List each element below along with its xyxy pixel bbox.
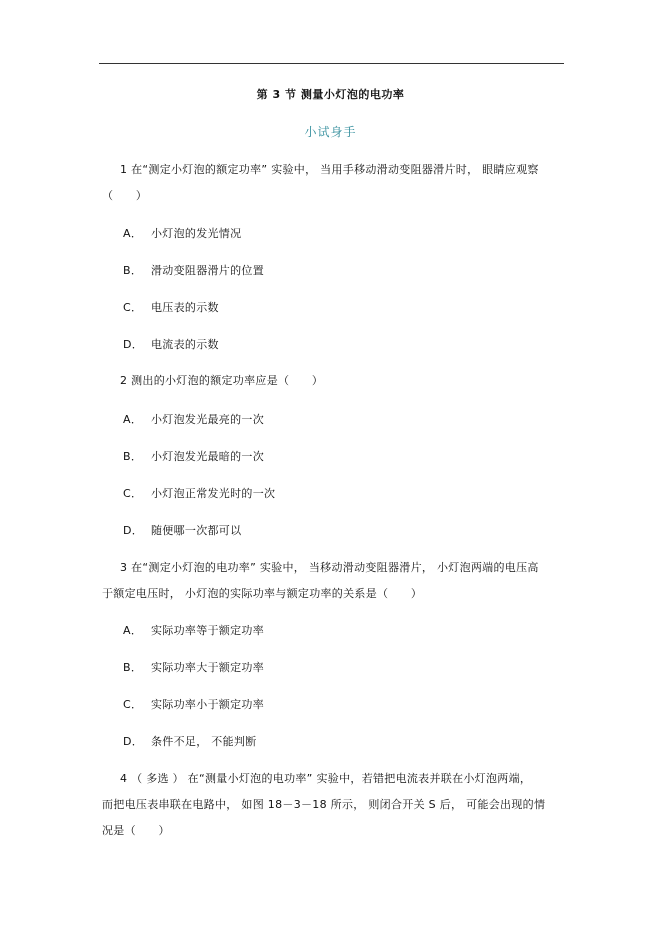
question-4-text: 4 （ 多选 ） 在“测量小灯泡的电功率” 实验中，若错把电流表并联在小灯泡两端， xyxy=(120,772,532,785)
question-4-text-cont: 而把电压表串联在电路中， 如图 18－3－18 所示， 则闭合开关 S 后， 可能会出现的情 xyxy=(102,798,546,811)
option-text: 电压表的示数 xyxy=(151,301,219,314)
q3-option-d xyxy=(123,734,257,750)
question-3-text: 3 在“测定小灯泡的电功率” 实验中， 当移动滑动变阻器滑片， 小灯泡两端的电压高 xyxy=(120,561,539,574)
option-letter: C． xyxy=(123,698,143,711)
option-letter: A． xyxy=(123,413,143,426)
option-text: 随便哪一次都可以 xyxy=(151,524,242,537)
question-3-text-cont: 于额定电压时， 小灯泡的实际功率与额定功率的关系是（ ） xyxy=(102,587,423,600)
option-letter: D． xyxy=(123,735,144,748)
option-letter: B． xyxy=(123,450,143,463)
q3-option-c xyxy=(123,697,264,713)
option-letter: A． xyxy=(123,624,143,637)
option-text: 滑动变阻器滑片的位置 xyxy=(151,264,264,277)
question-4-text-cont-2: 况是（ ） xyxy=(102,824,170,837)
question-1 xyxy=(102,157,565,209)
option-letter: A． xyxy=(123,227,143,240)
section-heading: 小试身手 xyxy=(304,125,357,139)
option-text: 小灯泡发光最暗的一次 xyxy=(151,450,264,463)
option-text: 小灯泡正常发光时的一次 xyxy=(151,487,276,500)
q1-option-a xyxy=(123,226,241,242)
q1-option-d xyxy=(123,337,219,353)
q2-option-b xyxy=(123,449,264,465)
question-2-text: 2 测出的小灯泡的额定功率应是（ ） xyxy=(120,374,324,387)
question-2 xyxy=(120,368,565,394)
option-text: 实际功率小于额定功率 xyxy=(151,698,264,711)
q1-option-b xyxy=(123,263,264,279)
option-text: 实际功率等于额定功率 xyxy=(151,624,264,637)
option-letter: D． xyxy=(123,338,144,351)
q3-option-b xyxy=(123,660,264,676)
question-1-text: 1 在“测定小灯泡的额定功率” 实验中， 当用手移动滑动变阻器滑片时， 眼睛应观察 xyxy=(120,163,539,176)
option-text: 电流表的示数 xyxy=(151,338,219,351)
option-text: 小灯泡发光最亮的一次 xyxy=(151,413,264,426)
option-letter: B． xyxy=(123,661,143,674)
option-letter: D． xyxy=(123,524,144,537)
option-letter: B． xyxy=(123,264,143,277)
option-text: 条件不足， 不能判断 xyxy=(151,735,257,748)
option-letter: C． xyxy=(123,487,143,500)
option-text: 小灯泡的发光情况 xyxy=(151,227,242,240)
q2-option-a xyxy=(123,412,264,428)
question-1-text-cont: （ ） xyxy=(102,189,148,202)
q1-option-c xyxy=(123,300,219,316)
q2-option-d xyxy=(123,523,241,539)
question-3 xyxy=(102,555,565,607)
option-text: 实际功率大于额定功率 xyxy=(151,661,264,674)
option-letter: C． xyxy=(123,301,143,314)
question-4 xyxy=(102,766,565,844)
q3-option-a xyxy=(123,623,264,639)
header-rule xyxy=(99,63,564,64)
q2-option-c xyxy=(123,486,275,502)
page-title: 第 3 节 测量小灯泡的电功率 xyxy=(256,88,405,101)
